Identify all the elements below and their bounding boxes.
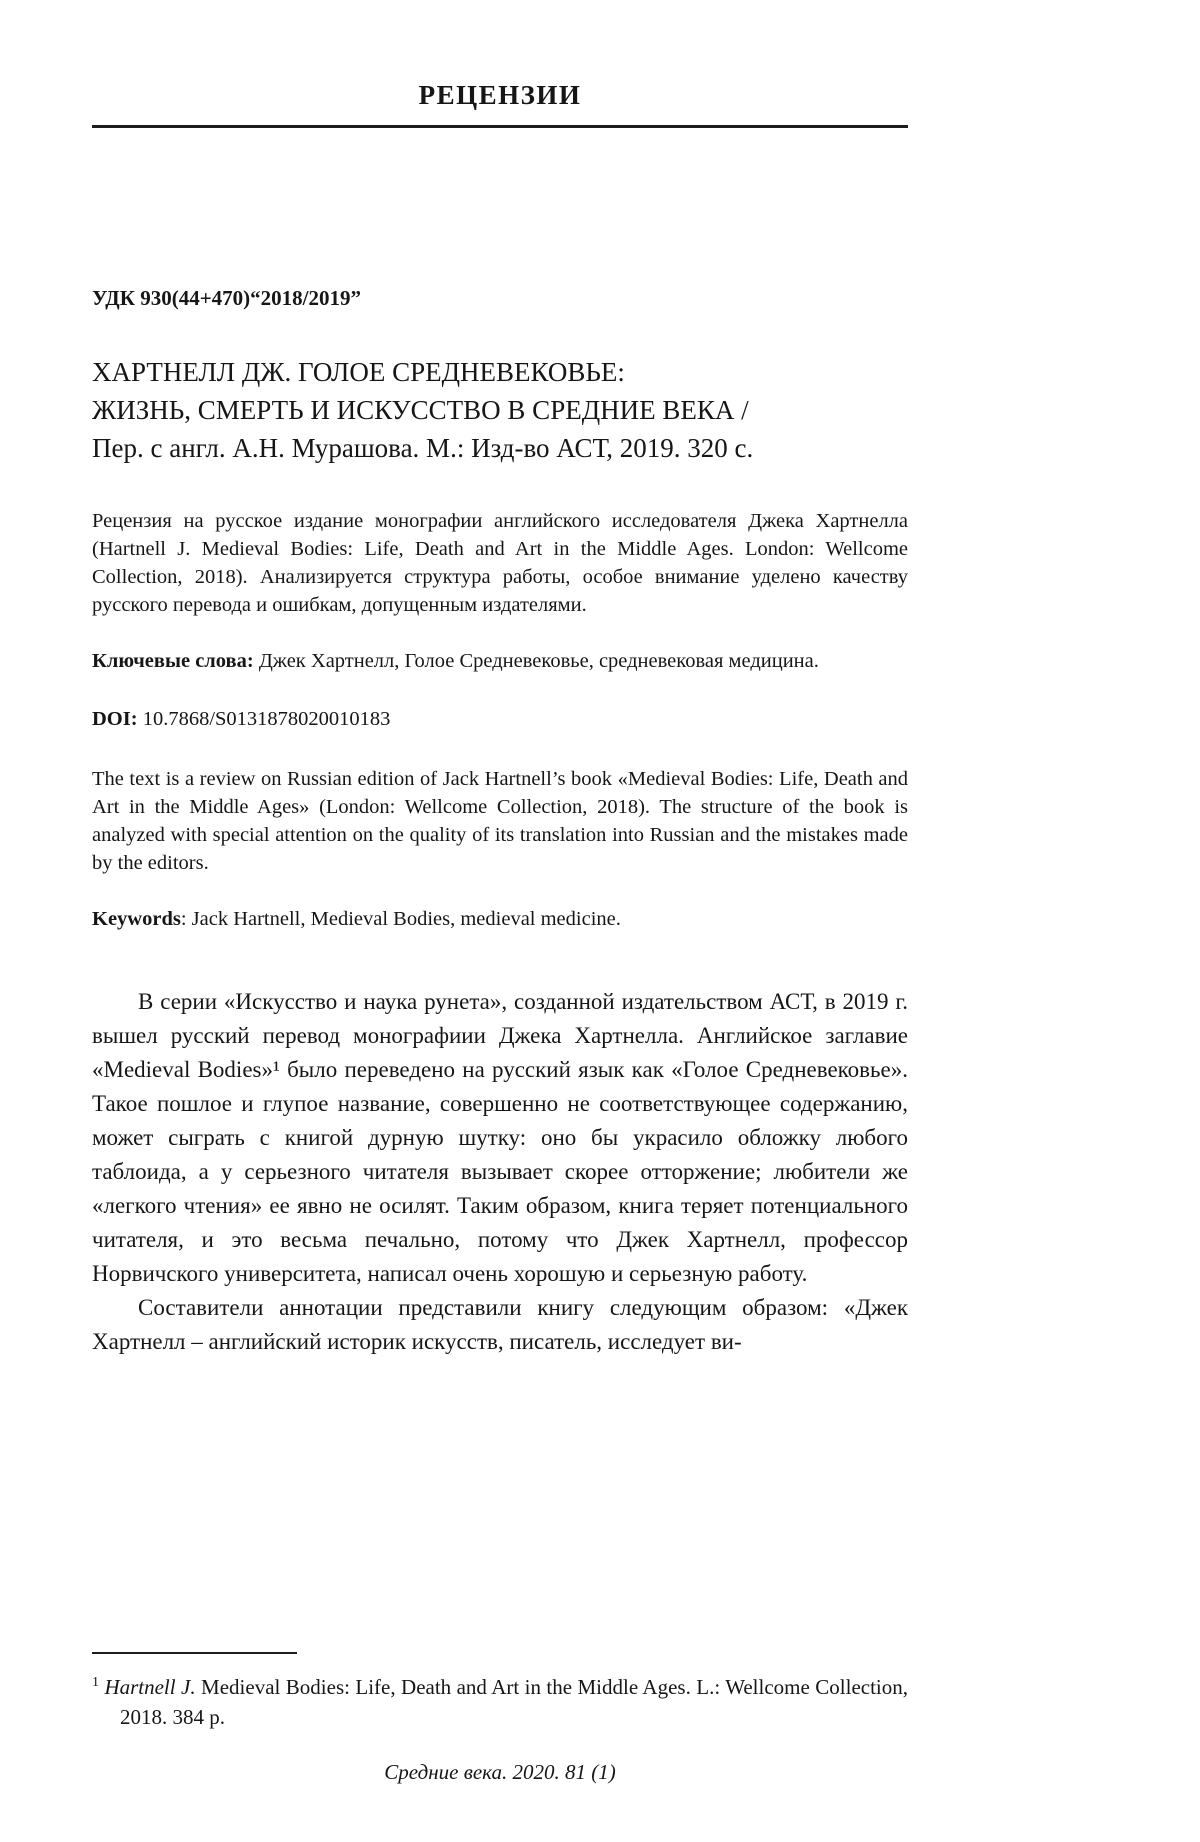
keywords-russian-label: Ключевые слова: <box>92 650 254 672</box>
section-header: РЕЦЕНЗИИ <box>418 80 582 110</box>
abstract-russian: Рецензия на русское издание монографии английского исследователя Джека Хартнелла (Hartnell J. Medieval Bodies: Life, Death and Art in the Middle Ages. London: Wellcome Collection, 2018). Анализируется структура работы, особое внимание уделено качеству русского перевода и ошибкам, допущенным издателями. <box>92 510 908 616</box>
header-rule <box>92 125 908 128</box>
doi-value: 10.7868/S0131878020010183 <box>137 708 391 730</box>
footnote-rule <box>92 1652 297 1654</box>
footnote-marker: 1 <box>92 1675 99 1690</box>
udk-code: УДК 930(44+470)“2018/2019” <box>92 286 362 310</box>
body-paragraph-2: Составители аннотации представили книгу следующим образом: «Джек Хартнелл – английский историк искусств, писатель, исследует ви- <box>92 1295 908 1354</box>
keywords-english <box>92 905 908 933</box>
footnote-author: Hartnell J. <box>104 1675 196 1699</box>
keywords-russian <box>92 647 908 675</box>
footnote <box>92 1668 908 1732</box>
doi-label: DOI: <box>92 708 138 730</box>
article-body <box>92 985 908 1359</box>
abstract-english: The text is a review on Russian edition of Jack Hartnell’s book «Medieval Bodies: Life, Death and Art in the Middle Ages» (London: Wellcome Collection, 2018). The structure of the book is analyzed with special attention on the quality of its translation into Russian and the mistakes made by the editors. <box>92 768 908 874</box>
title-line-3: Пер. с англ. А.Н. Мурашова. М.: Изд-во АСТ, 2019. 320 с. <box>92 433 754 463</box>
title-line-2: ЖИЗНЬ, СМЕРТЬ И ИСКУССТВО В СРЕДНИЕ ВЕКА / <box>92 395 749 425</box>
journal-footer: Средние века. 2020. 81 (1) <box>384 1760 616 1784</box>
keywords-english-label: Keywords <box>92 908 181 930</box>
body-paragraph-1: В серии «Искусство и наука рунета», созданной издательством АСТ, в 2019 г. вышел русский перевод монографиии Джека Хартнелла. Английское заглавие «Medieval Bodies»¹ было переведено на русский язык как «Голое Средневековье». Такое пошлое и глупое название, совершенно не соответствующее содержанию, может сыграть с книгой дурную шутку: оно бы украсило обложку любого таблоида, а у серьезного читателя вызывает скорее отторжение; любители же «легкого чтения» ее явно не осилят. Таким образом, книга теряет потенциального читателя, и это весьма печально, потому что Джек Хартнелл, профессор Норвичского университета, написал очень хорошую и серьезную работу. <box>92 989 908 1286</box>
title-line-1: ХАРТНЕЛЛ ДЖ. ГОЛОЕ СРЕДНЕВЕКОВЬЕ: <box>92 357 625 387</box>
page-content <box>92 0 908 1359</box>
doi-line <box>92 705 908 733</box>
article-title <box>92 353 908 467</box>
keywords-english-text: : Jack Hartnell, Medieval Bodies, medieval medicine. <box>180 908 621 930</box>
footnote-text: Medieval Bodies: Life, Death and Art in the Middle Ages. L.: Wellcome Collection, 2018. 384 p. <box>120 1675 909 1729</box>
keywords-russian-text: Джек Хартнелл, Голое Средневековье, средневековая медицина. <box>253 650 819 672</box>
